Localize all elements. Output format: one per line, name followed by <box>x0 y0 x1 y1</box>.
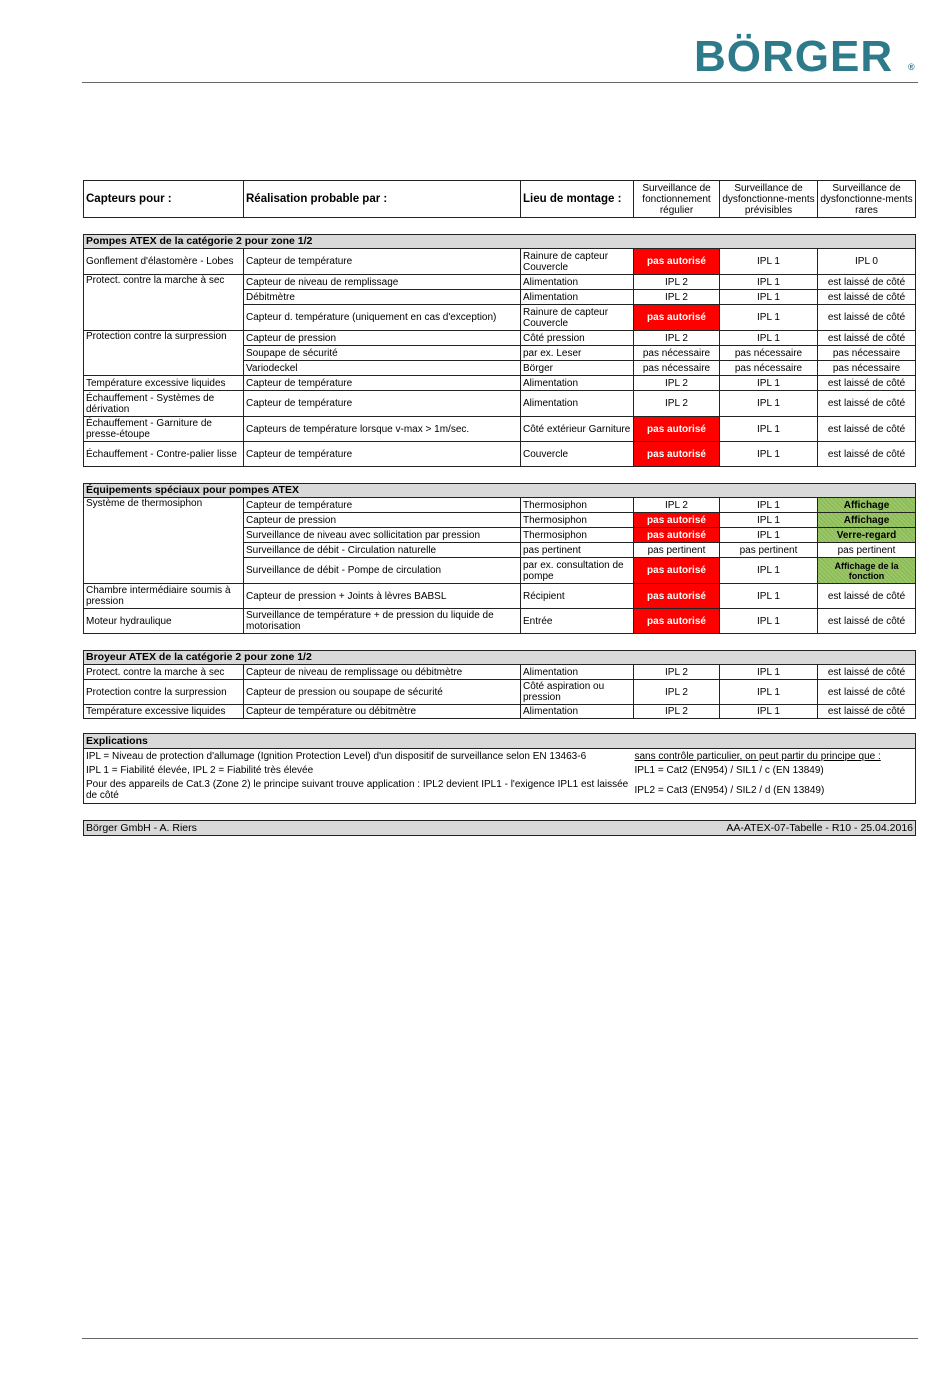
cell-previsibles: IPL 1 <box>720 290 818 305</box>
cell-capteur: Protect. contre la marche à sec <box>84 275 244 331</box>
cell-realisation: Débitmètre <box>244 290 521 305</box>
cell-lieu: Alimentation <box>521 391 634 417</box>
cell-previsibles: IPL 1 <box>720 609 818 634</box>
cell-status-red: pas autorisé <box>634 558 720 584</box>
cell-realisation: Capteur de température <box>244 249 521 275</box>
cell-regulier: IPL 2 <box>634 290 720 305</box>
cell-regulier: pas nécessaire <box>634 361 720 376</box>
cell-rares: est laissé de côté <box>818 442 916 467</box>
explication-cat3: Pour des appareils de Cat.3 (Zone 2) le principe suivant trouve application : IPL2 devient IPL1 - l'exigence IPL1 est laissée de côté <box>86 779 629 801</box>
cell-lieu: Börger <box>521 361 634 376</box>
cell-previsibles: IPL 1 <box>720 305 818 331</box>
cell-previsibles: IPL 1 <box>720 275 818 290</box>
cell-rares: pas nécessaire <box>818 361 916 376</box>
cell-status-green: Affichage <box>818 498 916 513</box>
cell-realisation: Capteur de pression + Joints à lèvres BABSL <box>244 584 521 609</box>
cell-realisation: Capteur de température <box>244 376 521 391</box>
cell-regulier: IPL 2 <box>634 376 720 391</box>
cell-status-red: pas autorisé <box>634 513 720 528</box>
cell-lieu: Rainure de capteur Couvercle <box>521 249 634 275</box>
cell-lieu: Côté extérieur Garniture <box>521 417 634 442</box>
cell-lieu: Alimentation <box>521 376 634 391</box>
cell-previsibles: IPL 1 <box>720 376 818 391</box>
footer-author: Börger GmbH - A. Riers <box>84 821 500 836</box>
cell-lieu: Couvercle <box>521 442 634 467</box>
cell-realisation: Surveillance de température + de pression du liquide de motorisation <box>244 609 521 634</box>
cell-rares: IPL 0 <box>818 249 916 275</box>
cell-previsibles: IPL 1 <box>720 558 818 584</box>
cell-capteur: Échauffement - Systèmes de dérivation <box>84 391 244 417</box>
section-broyeur-atex <box>83 650 916 719</box>
table-row <box>84 249 916 275</box>
cell-rares: est laissé de côté <box>818 705 916 719</box>
cell-regulier: IPL 2 <box>634 331 720 346</box>
cell-lieu: Côté aspiration ou pression <box>521 680 634 705</box>
cell-status-green: Affichage de la fonction <box>818 558 916 584</box>
section-equipements-speciaux <box>83 483 916 634</box>
cell-previsibles: IPL 1 <box>720 705 818 719</box>
header-capteurs: Capteurs pour : <box>84 181 244 218</box>
section-title: Équipements spéciaux pour pompes ATEX <box>84 484 916 498</box>
cell-capteur: Système de thermosiphon <box>84 498 244 584</box>
cell-status-red: pas autorisé <box>634 609 720 634</box>
header-realisation: Réalisation probable par : <box>244 181 521 218</box>
explication-ipl1: IPL1 = Cat2 (EN954) / SIL1 / c (EN 13849) <box>634 765 824 776</box>
cell-previsibles: IPL 1 <box>720 584 818 609</box>
table-row <box>84 680 916 705</box>
cell-capteur: Protect. contre la marche à sec <box>84 665 244 680</box>
explication-ipl2: IPL2 = Cat3 (EN954) / SIL2 / d (EN 13849) <box>634 785 825 796</box>
cell-capteur: Protection contre la surpression <box>84 680 244 705</box>
cell-status-green: Verre-regard <box>818 528 916 543</box>
table-row <box>84 376 916 391</box>
section-title: Pompes ATEX de la catégorie 2 pour zone 1/2 <box>84 235 916 249</box>
explications-box <box>83 733 916 804</box>
cell-status-red: pas autorisé <box>634 305 720 331</box>
cell-realisation: Capteur de température ou débitmètre <box>244 705 521 719</box>
cell-realisation: Soupape de sécurité <box>244 346 521 361</box>
cell-regulier: pas pertinent <box>634 543 720 558</box>
cell-previsibles: pas nécessaire <box>720 346 818 361</box>
logo-registered-mark: ® <box>908 62 916 72</box>
cell-realisation: Capteur de niveau de remplissage ou débitmètre <box>244 665 521 680</box>
cell-regulier: IPL 2 <box>634 498 720 513</box>
table-row <box>84 584 916 609</box>
explications-title: Explications <box>84 734 916 749</box>
cell-capteur: Échauffement - Contre-palier lisse <box>84 442 244 467</box>
header-surveillance-previsibles: Surveillance de dysfonctionne-ments prévisibles <box>720 181 818 218</box>
cell-status-red: pas autorisé <box>634 417 720 442</box>
cell-rares: est laissé de côté <box>818 376 916 391</box>
cell-status-red: pas autorisé <box>634 528 720 543</box>
cell-rares: est laissé de côté <box>818 305 916 331</box>
cell-previsibles: IPL 1 <box>720 665 818 680</box>
cell-lieu: Entrée <box>521 609 634 634</box>
cell-realisation: Surveillance de débit - Circulation naturelle <box>244 543 521 558</box>
table-row <box>84 705 916 719</box>
borger-logo <box>694 32 916 81</box>
cell-rares: est laissé de côté <box>818 290 916 305</box>
cell-realisation: Capteur de température <box>244 442 521 467</box>
cell-lieu: Thermosiphon <box>521 498 634 513</box>
cell-rares: est laissé de côté <box>818 417 916 442</box>
cell-regulier: IPL 2 <box>634 391 720 417</box>
table-row <box>84 331 916 346</box>
cell-realisation: Capteur de température <box>244 498 521 513</box>
cell-rares: est laissé de côté <box>818 391 916 417</box>
cell-previsibles: IPL 1 <box>720 513 818 528</box>
cell-previsibles: IPL 1 <box>720 680 818 705</box>
logo-text: BÖRGER <box>694 32 894 81</box>
cell-lieu: Thermosiphon <box>521 528 634 543</box>
cell-realisation: Capteur d. température (uniquement en cas d'exception) <box>244 305 521 331</box>
cell-realisation: Capteur de pression ou soupape de sécurité <box>244 680 521 705</box>
explication-ipl-fiabilite: IPL 1 = Fiabilité élevée, IPL 2 = Fiabilité très élevée <box>86 765 314 776</box>
cell-regulier: IPL 2 <box>634 275 720 290</box>
cell-previsibles: pas pertinent <box>720 543 818 558</box>
cell-realisation: Capteurs de température lorsque v-max > 1m/sec. <box>244 417 521 442</box>
cell-status-red: pas autorisé <box>634 442 720 467</box>
cell-previsibles: IPL 1 <box>720 528 818 543</box>
cell-realisation: Capteur de pression <box>244 331 521 346</box>
cell-previsibles: IPL 1 <box>720 331 818 346</box>
cell-regulier: pas nécessaire <box>634 346 720 361</box>
header-surveillance-regulier: Surveillance de fonctionnement régulier <box>634 181 720 218</box>
cell-lieu: par ex. Leser <box>521 346 634 361</box>
cell-previsibles: IPL 1 <box>720 249 818 275</box>
header-lieu: Lieu de montage : <box>521 181 634 218</box>
section-title: Broyeur ATEX de la catégorie 2 pour zone 1/2 <box>84 651 916 665</box>
cell-realisation: Capteur de température <box>244 391 521 417</box>
cell-rares: est laissé de côté <box>818 609 916 634</box>
cell-capteur: Protection contre la surpression <box>84 331 244 376</box>
column-header-table <box>83 180 916 218</box>
header-rule <box>82 82 918 83</box>
cell-lieu: Alimentation <box>521 275 634 290</box>
table-row <box>84 275 916 290</box>
table-row <box>84 417 916 442</box>
cell-realisation: Variodeckel <box>244 361 521 376</box>
cell-previsibles: IPL 1 <box>720 417 818 442</box>
cell-capteur: Gonflement d'élastomère - Lobes <box>84 249 244 275</box>
cell-rares: est laissé de côté <box>818 331 916 346</box>
cell-lieu: Récipient <box>521 584 634 609</box>
cell-status-green: Affichage <box>818 513 916 528</box>
table-row <box>84 498 916 513</box>
cell-status-red: pas autorisé <box>634 584 720 609</box>
header-surveillance-rares: Surveillance de dysfonctionne-ments rares <box>818 181 916 218</box>
table-row <box>84 442 916 467</box>
footer-strip <box>83 820 916 836</box>
cell-regulier: IPL 2 <box>634 705 720 719</box>
cell-realisation: Capteur de niveau de remplissage <box>244 275 521 290</box>
cell-status-red: pas autorisé <box>634 249 720 275</box>
cell-previsibles: pas nécessaire <box>720 361 818 376</box>
cell-rares: pas pertinent <box>818 543 916 558</box>
cell-realisation: Capteur de pression <box>244 513 521 528</box>
cell-lieu: pas pertinent <box>521 543 634 558</box>
table-row <box>84 609 916 634</box>
explication-principe: sans contrôle particulier, on peut partir du principe que : <box>634 751 881 762</box>
cell-regulier: IPL 2 <box>634 665 720 680</box>
cell-regulier: IPL 2 <box>634 680 720 705</box>
cell-previsibles: IPL 1 <box>720 498 818 513</box>
cell-lieu: Alimentation <box>521 290 634 305</box>
cell-previsibles: IPL 1 <box>720 391 818 417</box>
cell-capteur: Moteur hydraulique <box>84 609 244 634</box>
table-row <box>84 665 916 680</box>
cell-rares: est laissé de côté <box>818 275 916 290</box>
cell-realisation: Surveillance de débit - Pompe de circulation <box>244 558 521 584</box>
explication-ipl-definition: IPL = Niveau de protection d'allumage (Ignition Protection Level) d'un dispositif de surveillance selon EN 13463-6 <box>86 751 587 762</box>
cell-previsibles: IPL 1 <box>720 442 818 467</box>
section-pompes-atex <box>83 234 916 467</box>
cell-rares: est laissé de côté <box>818 584 916 609</box>
cell-lieu: Alimentation <box>521 665 634 680</box>
cell-capteur: Température excessive liquides <box>84 376 244 391</box>
cell-capteur: Chambre intermédiaire soumis à pression <box>84 584 244 609</box>
cell-capteur: Échauffement - Garniture de presse-étoupe <box>84 417 244 442</box>
table-row <box>84 391 916 417</box>
cell-rares: est laissé de côté <box>818 665 916 680</box>
cell-lieu: Rainure de capteur Couvercle <box>521 305 634 331</box>
cell-rares: est laissé de côté <box>818 680 916 705</box>
cell-lieu: par ex. consultation de pompe <box>521 558 634 584</box>
cell-rares: pas nécessaire <box>818 346 916 361</box>
footer-document-ref: AA-ATEX-07-Tabelle - R10 - 25.04.2016 <box>500 821 916 836</box>
cell-lieu: Alimentation <box>521 705 634 719</box>
cell-lieu: Côté pression <box>521 331 634 346</box>
footer-rule <box>82 1338 918 1339</box>
cell-realisation: Surveillance de niveau avec sollicitation par pression <box>244 528 521 543</box>
cell-capteur: Température excessive liquides <box>84 705 244 719</box>
cell-lieu: Thermosiphon <box>521 513 634 528</box>
